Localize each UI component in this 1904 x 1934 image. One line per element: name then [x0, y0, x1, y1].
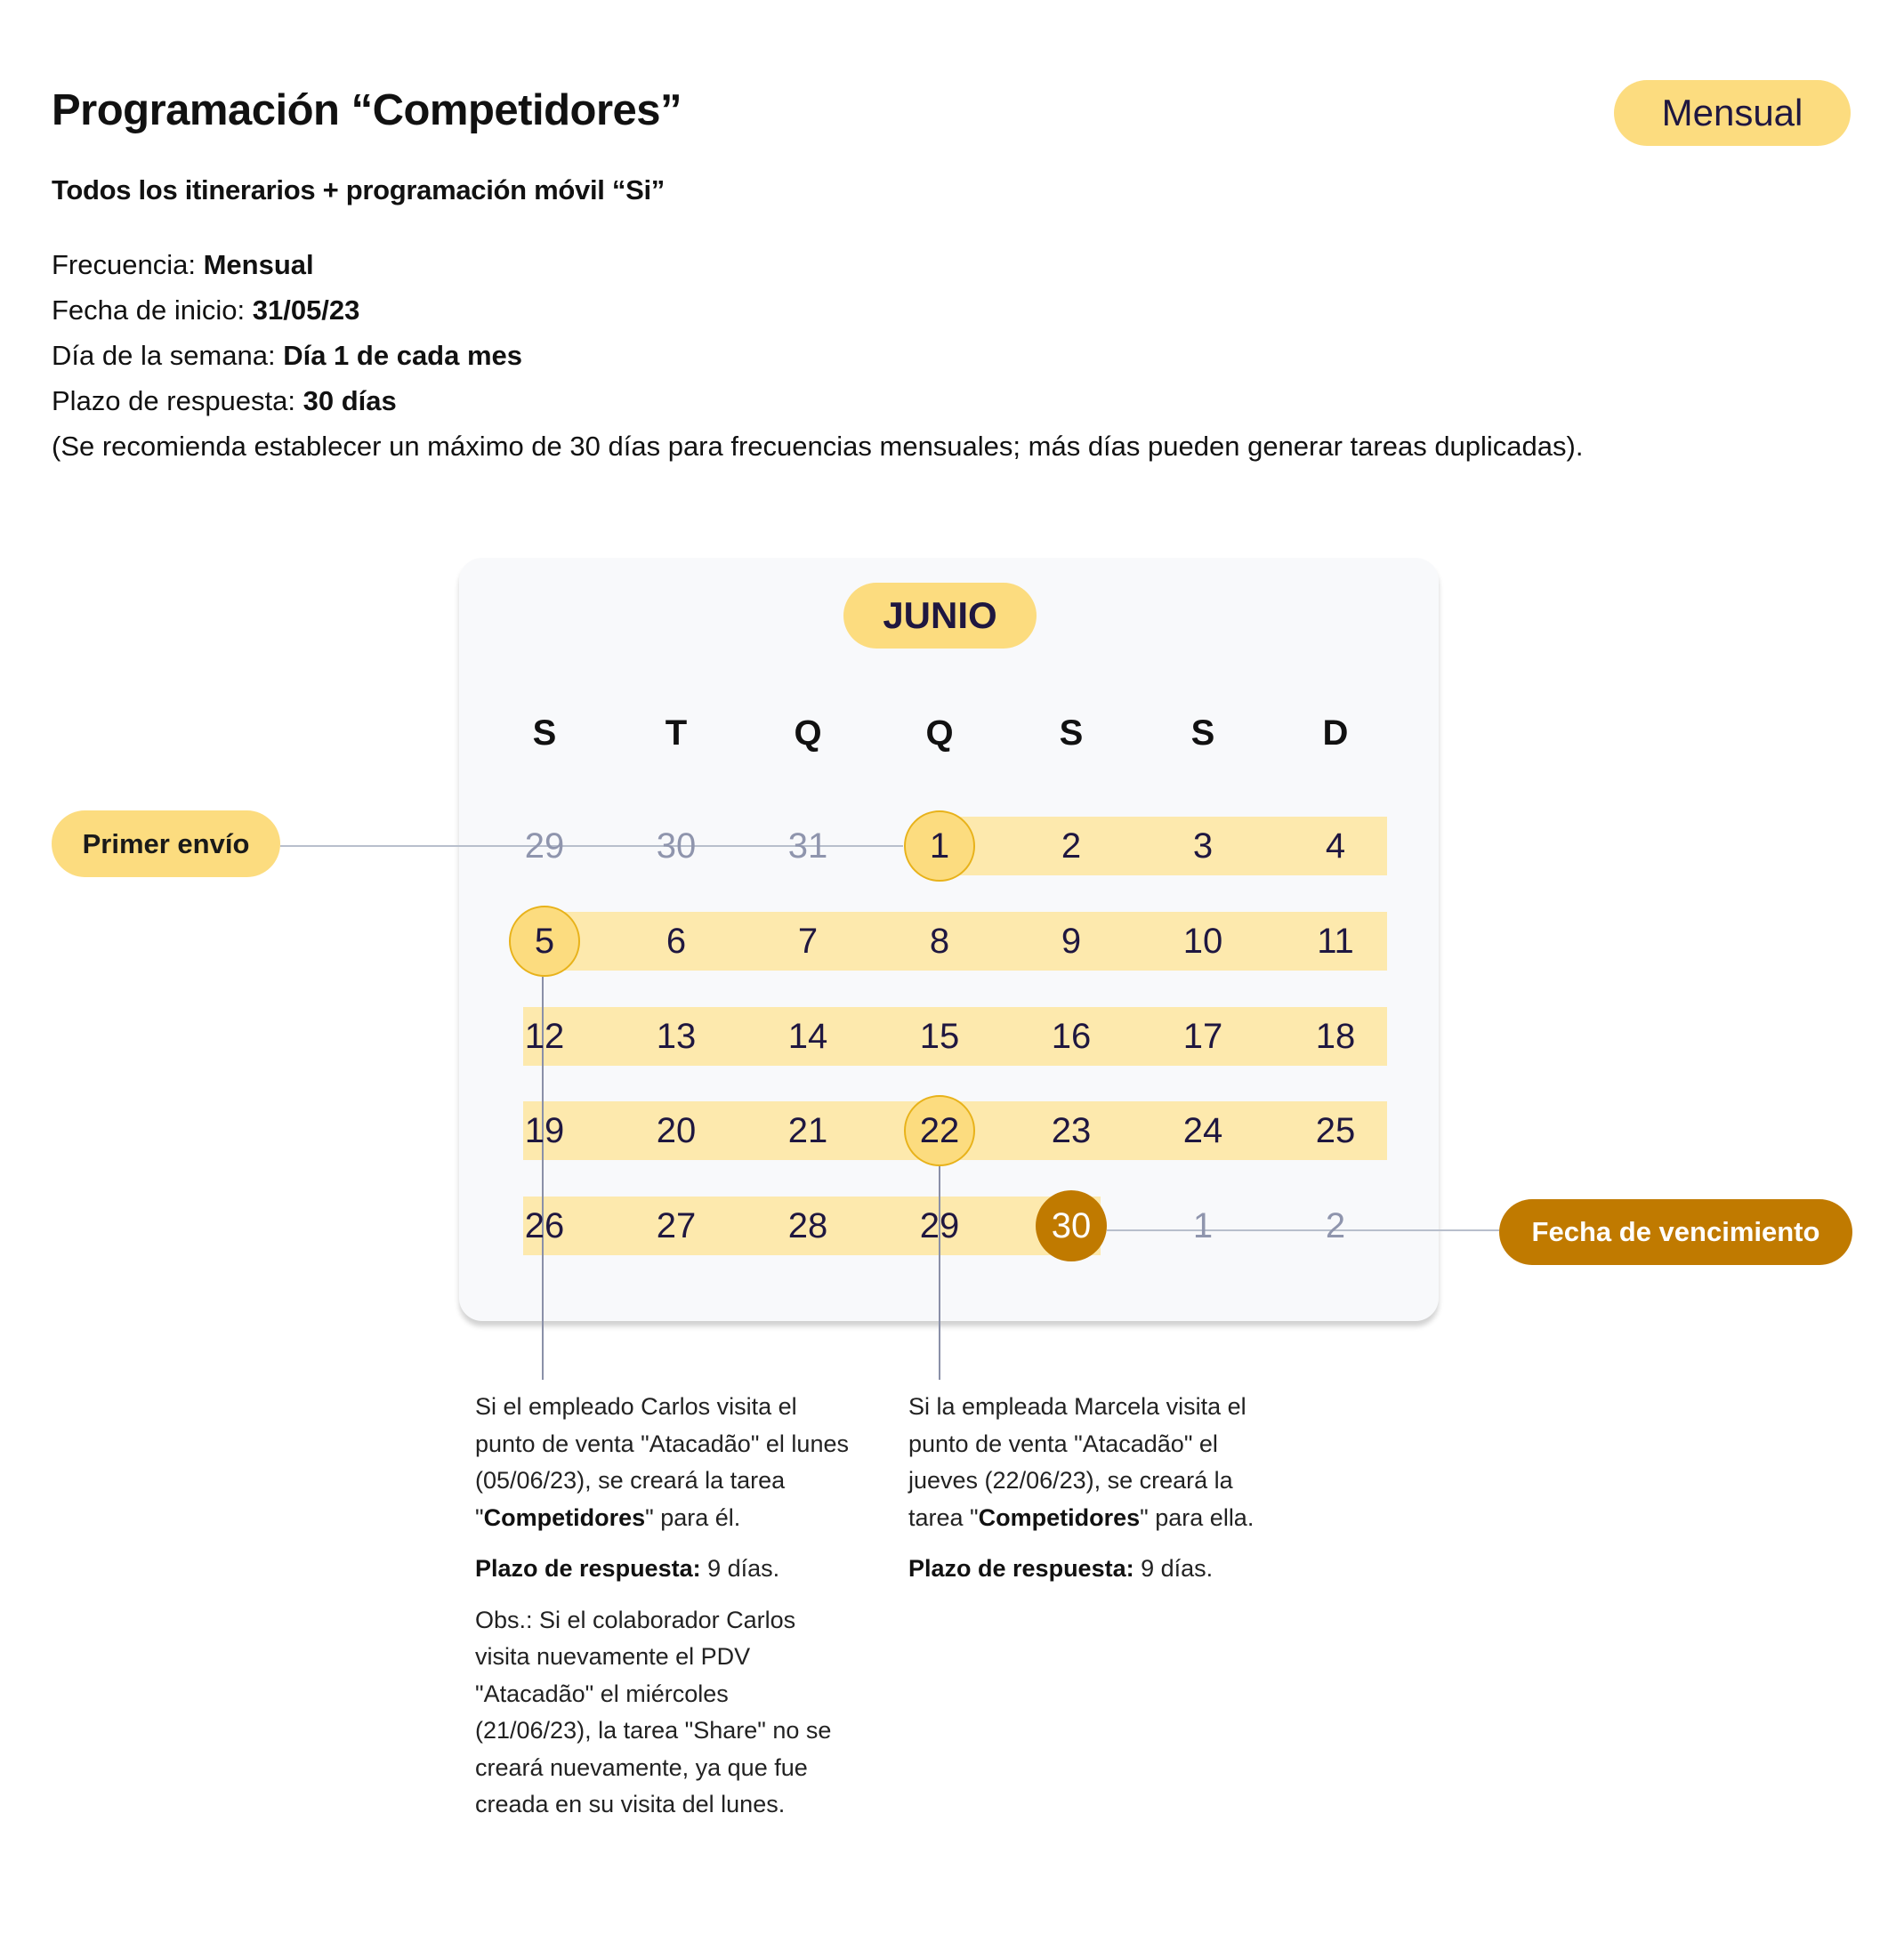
calendar-day[interactable]: 8: [929, 921, 950, 961]
deadline-label: Plazo de respuesta:: [475, 1555, 701, 1582]
month-label: JUNIO: [843, 583, 1037, 649]
due-date-label: Fecha de vencimiento: [1499, 1199, 1852, 1265]
recommendation-note: (Se recomienda establecer un máximo de 30 días para frecuencias mensuales; más días pueden generar tareas duplicadas).: [52, 431, 1584, 462]
calendar-day[interactable]: 23: [1051, 1110, 1092, 1150]
info-start-date: [52, 294, 359, 326]
calendar-day[interactable]: 12: [524, 1016, 565, 1056]
text-line: "Atacadão" el miércoles: [475, 1680, 729, 1707]
info-frequency: [52, 249, 314, 281]
task-name: Competidores: [978, 1503, 1141, 1531]
marcela-example: [908, 1389, 1318, 1602]
calendar-day[interactable]: 20: [656, 1110, 697, 1150]
info-value: Día 1 de cada mes: [283, 340, 523, 371]
outside-month-day[interactable]: 29: [524, 826, 565, 866]
page-title: Programación “Competidores”: [52, 86, 682, 134]
info-label: Día de la semana:: [52, 340, 284, 371]
text-line: tarea ": [908, 1503, 979, 1531]
calendar-day[interactable]: 6: [666, 921, 687, 961]
text-line: Si el empleado Carlos visita el: [475, 1393, 797, 1420]
calendar-day[interactable]: 10: [1182, 921, 1223, 961]
highlighted-day[interactable]: 22: [904, 1095, 975, 1166]
outside-month-day[interactable]: 30: [656, 826, 697, 866]
text-line: creará nuevamente, ya que fue: [475, 1753, 808, 1781]
info-value: 30 días: [303, 385, 397, 416]
calendar-day[interactable]: 2: [1061, 826, 1082, 866]
weekday-header: Q: [925, 713, 954, 753]
calendar-day[interactable]: 7: [797, 921, 819, 961]
calendar-day[interactable]: 27: [656, 1205, 697, 1245]
deadline-value: 9 días.: [700, 1555, 780, 1582]
text-line: creada en su visita del lunes.: [475, 1791, 786, 1817]
calendar-day[interactable]: 11: [1317, 921, 1354, 961]
text-line: visita nuevamente el PDV: [475, 1643, 751, 1670]
weekday-header: S: [532, 713, 557, 753]
task-name: Competidores: [483, 1503, 646, 1531]
calendar-day[interactable]: 21: [787, 1110, 828, 1150]
info-response-deadline: [52, 385, 397, 417]
text-line: (21/06/23), la tarea "Share" no se: [475, 1717, 832, 1744]
highlighted-day[interactable]: 5: [509, 906, 580, 977]
outside-month-day[interactable]: 1: [1192, 1205, 1214, 1245]
info-value: 31/05/23: [252, 294, 360, 326]
calendar-day[interactable]: 16: [1051, 1016, 1092, 1056]
outside-month-day[interactable]: 31: [787, 826, 828, 866]
calendar-day[interactable]: 3: [1192, 826, 1214, 866]
carlos-example: [475, 1389, 893, 1838]
info-label: Plazo de respuesta:: [52, 385, 303, 416]
text-line: ": [475, 1503, 484, 1531]
weekday-header: S: [1059, 713, 1084, 753]
weekday-header: D: [1322, 713, 1349, 753]
text-line: Si la empleada Marcela visita el: [908, 1393, 1246, 1420]
calendar-day[interactable]: 24: [1182, 1110, 1223, 1150]
text-line: jueves (22/06/23), se creará la: [908, 1467, 1233, 1494]
text-line: " para él.: [645, 1503, 741, 1531]
weekday-header: S: [1190, 713, 1215, 753]
calendar-day[interactable]: 29: [919, 1205, 960, 1245]
outside-month-day[interactable]: 2: [1325, 1205, 1346, 1245]
calendar-day[interactable]: 14: [787, 1016, 828, 1056]
weekday-header: T: [665, 713, 688, 753]
calendar-day[interactable]: 13: [656, 1016, 697, 1056]
deadline-label: Plazo de respuesta:: [908, 1555, 1134, 1582]
calendar-day[interactable]: 25: [1315, 1110, 1356, 1150]
deadline-value: 9 días.: [1134, 1555, 1214, 1582]
text-line: punto de venta "Atacadão" el lunes: [475, 1430, 849, 1457]
info-label: Fecha de inicio:: [52, 294, 253, 326]
first-send-label: Primer envío: [52, 810, 280, 877]
weekday-header: Q: [794, 713, 822, 753]
text-line: " para ella.: [1140, 1503, 1255, 1531]
highlighted-day[interactable]: 1: [904, 810, 975, 882]
text-line: Obs.: Si el colaborador Carlos: [475, 1606, 796, 1633]
text-line: (05/06/23), se creará la tarea: [475, 1467, 786, 1494]
calendar-day[interactable]: 19: [524, 1110, 565, 1150]
info-value: Mensual: [203, 249, 314, 280]
calendar-day[interactable]: 18: [1315, 1016, 1356, 1056]
calendar-day[interactable]: 28: [787, 1205, 828, 1245]
due-day[interactable]: 30: [1036, 1190, 1107, 1261]
text-line: punto de venta "Atacadão" el: [908, 1430, 1218, 1457]
subtitle: Todos los itinerarios + programación móvil “Si”: [52, 174, 666, 205]
calendar-day[interactable]: 4: [1325, 826, 1346, 866]
calendar-day[interactable]: 9: [1061, 921, 1082, 961]
info-weekday: [52, 340, 522, 372]
calendar-day[interactable]: 15: [919, 1016, 960, 1056]
frequency-badge: Mensual: [1614, 80, 1851, 146]
info-label: Frecuencia:: [52, 249, 204, 280]
calendar-day[interactable]: 17: [1182, 1016, 1223, 1056]
calendar-day[interactable]: 26: [524, 1205, 565, 1245]
